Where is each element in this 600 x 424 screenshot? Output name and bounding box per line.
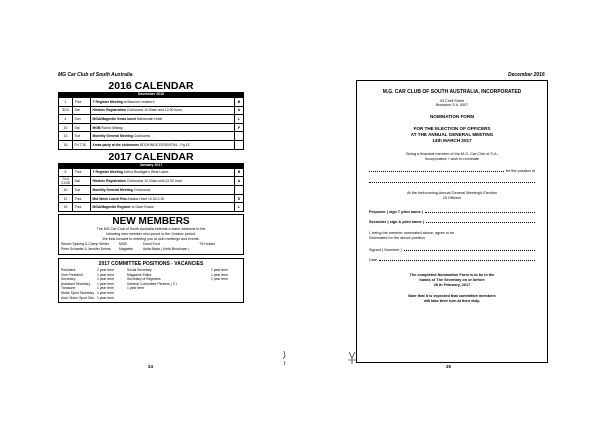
calendar-2016-row: [59, 98, 244, 107]
event-title: T Register Meeting: [92, 170, 123, 175]
committee-cell: 1 year term: [97, 281, 115, 286]
event-register-letter: F: [235, 123, 244, 132]
calendar-2017-row: [59, 203, 244, 212]
committee-cell: 1 year term: [97, 277, 115, 282]
event-date: 3/10: [59, 106, 73, 115]
calendar-2016-row: [59, 140, 244, 149]
proposer-field[interactable]: [369, 209, 535, 215]
event-title: MGB: [92, 125, 101, 130]
event-date: 12: [59, 194, 73, 203]
date-label: Date: [369, 257, 378, 262]
event-register-letter: B: [235, 168, 244, 177]
committee-cell: 1 year term: [97, 290, 115, 295]
committee-cell: Vice President: [61, 272, 83, 277]
event-register-letter: A: [235, 177, 244, 186]
election-line-3: 14th MARCH 2017: [432, 137, 472, 143]
event-day: Fri 7.30: [73, 140, 91, 149]
event-text: [91, 186, 235, 195]
address-line-1: 93 Chell Street: [440, 98, 464, 103]
event-day: Thur: [73, 98, 91, 107]
election-line-2: AT THE ANNUAL GENERAL MEETING: [410, 131, 494, 137]
committee-cell: [127, 296, 211, 301]
event-text: [91, 194, 235, 203]
committee-cell: Assistant Secretary: [61, 281, 91, 286]
being-line-2: Incorporated, I wish to nominate: [424, 156, 480, 161]
event-date: 7/14 21/28: [59, 177, 73, 186]
nomination-form: [356, 80, 548, 363]
event-day: Tue: [73, 186, 91, 195]
new-members-box: [58, 214, 244, 255]
right-page-number: 25: [446, 364, 451, 369]
event-title: Monthly General Meeting: [92, 187, 133, 192]
event-date: 5: [59, 168, 73, 177]
completed-line-1: The completed Nomination Form is to be in the: [409, 272, 495, 277]
new-members-text-3: We look forward to meeting you at club meetings and events.: [102, 236, 200, 241]
committee-cell: 1 year term: [211, 267, 229, 272]
event-day: Thur: [73, 203, 91, 212]
calendar-2016-row: [59, 106, 244, 115]
event-day: Sat: [73, 177, 91, 186]
completed-line-3: 28 th February, 2017: [433, 282, 471, 287]
right-page-header: December 2016: [508, 72, 545, 78]
event-register-letter: L: [235, 203, 244, 212]
new-member-cell: David Ford: [143, 241, 160, 246]
calendar-2016-table: [58, 97, 244, 150]
committee-row: [61, 296, 241, 301]
committee-cell: Treasurer: [61, 286, 76, 291]
committee-cell: 1 year term: [97, 272, 115, 277]
calendar-2017-title: 2017 CALENDAR: [108, 150, 194, 163]
left-page-number: 24: [148, 364, 153, 369]
new-member-row: [61, 247, 241, 252]
being-line-1: Being a financial member of the M.G. Car Club of S.A.: [406, 151, 498, 156]
event-detail: Arkaba Hotel 10.30-2.30: [126, 196, 165, 201]
event-title: Mid Week Lunch Run: [92, 196, 127, 201]
event-text: [91, 98, 235, 107]
election-line-1: FOR THE ELECTION OF OFFICERS: [413, 125, 491, 131]
event-day: Sat: [73, 106, 91, 115]
committee-box: [58, 258, 244, 303]
event-day: Sun: [73, 115, 91, 124]
new-member-cell: Magnette: [119, 246, 134, 251]
event-text: [91, 168, 235, 177]
event-register-letter: D: [235, 194, 244, 203]
calendar-2017-month: January 2017: [58, 163, 244, 168]
calendar-2017-row: [59, 168, 244, 177]
event-detail: Balhannah Hotel: [136, 116, 163, 121]
event-detail: Clubrooms: [132, 187, 151, 192]
committee-cell: General Committee Persons ( 3 ): [127, 281, 177, 286]
committee-cell: 1 year term: [211, 272, 229, 277]
calendar-2016-title: 2016 CALENDAR: [108, 80, 194, 92]
new-members-title: NEW MEMBERS: [112, 215, 190, 227]
calendar-2017-row: [59, 194, 244, 203]
forthcoming-line-2: Of Officers: [442, 195, 462, 200]
event-date: 13: [59, 132, 73, 141]
event-text: [91, 106, 235, 115]
committee-cell: 1 year term: [127, 286, 145, 291]
committee-cell: [211, 296, 241, 301]
new-member-cell: MGB: [119, 241, 127, 246]
new-member-cell: Anita Blake ( Keith Brookman ): [143, 246, 190, 251]
event-detail: at Maurice Lewkes's: [122, 99, 155, 104]
committee-cell: President: [61, 267, 76, 272]
event-day: Tue: [73, 132, 91, 141]
event-text: [91, 123, 235, 132]
event-date: 16: [59, 140, 73, 149]
committee-cell: Social Secretary: [127, 267, 152, 272]
new-member-cell: Peter Schaefer & Jennifer Delma: [61, 246, 111, 251]
agree-line-2: Nominated for the above position.: [369, 235, 426, 240]
new-members-text-2: following new member who joined in the October period.: [106, 231, 196, 236]
event-title: MGA/Magnette Register: [92, 205, 131, 210]
calendar-2017-row: [59, 177, 244, 186]
event-title: Historic Registration: [92, 179, 126, 184]
committee-cell: Magazine Editor: [127, 272, 152, 277]
new-member-cell: '76 Holden: [199, 241, 216, 246]
calendar-2017-row: [59, 186, 244, 195]
event-day: Sat: [73, 123, 91, 132]
event-date: 10: [59, 123, 73, 132]
calendar-2016-row: [59, 123, 244, 132]
calendar-2016-row: [59, 115, 244, 124]
event-detail: BOOKINGS ESSENTIAL - Pg 13: [139, 142, 190, 147]
address-line-2: Brompton S.A. 5007: [435, 103, 469, 108]
event-text: [91, 115, 235, 124]
nominee-field[interactable]: [369, 168, 535, 174]
event-detail: Clubrooms 10.00am and 12.00 noon: [125, 108, 182, 113]
committee-cell: Secretary of Registers: [127, 277, 161, 282]
calendar-2016-row: [59, 132, 244, 141]
event-date: 19: [59, 203, 73, 212]
committee-cell: 1 year term: [97, 286, 115, 291]
agree-line-1: I, being the member nominated above, agree to be: [369, 230, 455, 235]
event-day: Thur: [73, 168, 91, 177]
seconder-label: Seconder ( sign & print name ): [369, 219, 425, 224]
for-position-label: for the position of: [505, 168, 535, 173]
committee-cell: 1 year term: [211, 277, 229, 282]
event-register-letter: [235, 140, 244, 149]
event-detail: to Dave Evans: [130, 205, 154, 210]
event-title: Xmas party at the clubrooms: [92, 142, 140, 147]
event-detail: Clubrooms: [132, 134, 151, 139]
note-line-1: Note that it is expected that committee members: [408, 293, 496, 298]
committee-cell: Secretary: [61, 277, 76, 282]
event-text: [91, 203, 235, 212]
event-date: 4: [59, 115, 73, 124]
event-register-letter: L: [235, 115, 244, 124]
event-text: [91, 132, 235, 141]
committee-cell: Asst. Motor Sport Sec.: [61, 295, 95, 300]
committee-cell: Motor Sport Secretary: [61, 290, 95, 295]
note-line-2: will take their turn at their duty.: [423, 298, 481, 303]
new-member-cell: Steven Sjoberg & Cheryl Winter: [61, 241, 109, 246]
form-title: NOMINATION FORM: [429, 113, 475, 119]
event-text: [91, 177, 235, 186]
completed-line-2: hands of The Secretary on or before: [419, 277, 485, 282]
event-text: [91, 140, 235, 149]
calendar-2017-table: [58, 168, 244, 212]
date-field[interactable]: [369, 257, 535, 263]
signed-label: Signed ( Nominee ): [369, 247, 402, 252]
seconder-field[interactable]: [369, 219, 535, 225]
proposer-label: Proposer ( sign T print name ): [369, 209, 424, 214]
event-date: 1: [59, 98, 73, 107]
event-register-letter: [235, 186, 244, 195]
forthcoming-line-1: At the forthcoming Annual General Meeting's Election: [407, 190, 497, 195]
fold-mark-right: [346, 350, 358, 366]
new-member-cell: [199, 247, 241, 252]
calendar-2016-month: December 2016: [58, 92, 244, 97]
committee-cell: 2 year term: [97, 267, 115, 272]
event-date: 10: [59, 186, 73, 195]
event-day: Thur: [73, 194, 91, 203]
event-title: MGA/Magnette Xmas lunch: [92, 116, 137, 121]
event-title: Historic Registration: [92, 108, 126, 113]
event-register-letter: B: [235, 98, 244, 107]
event-detail: Run to Mitang: [100, 125, 123, 130]
club-name: M.G. CAR CLUB OF SOUTH AUSTRALIA, INCORPORATED: [382, 89, 522, 95]
event-register-letter: A: [235, 106, 244, 115]
committee-title: 2017 COMMITTEE POSITIONS - VACANCIES: [98, 260, 204, 267]
event-detail: Clubrooms 10.00am until 12.00 noon: [125, 179, 183, 184]
signed-field[interactable]: [369, 247, 535, 253]
event-register-letter: [235, 132, 244, 141]
committee-cell: 1 year term: [97, 295, 115, 300]
event-title: T Register Meeting: [92, 99, 123, 104]
event-detail: Arthur Ruediger's West Lakes: [122, 170, 169, 175]
fold-mark-left: [280, 350, 290, 366]
left-page: [58, 80, 244, 382]
new-members-text-1: The MG Car Club of South Australia extends a warm welcome to the: [96, 226, 206, 231]
left-page-header: MG Car Club of South Australia: [58, 72, 133, 78]
position-field[interactable]: [369, 177, 535, 183]
event-title: Monthly General Meeting: [92, 134, 133, 139]
